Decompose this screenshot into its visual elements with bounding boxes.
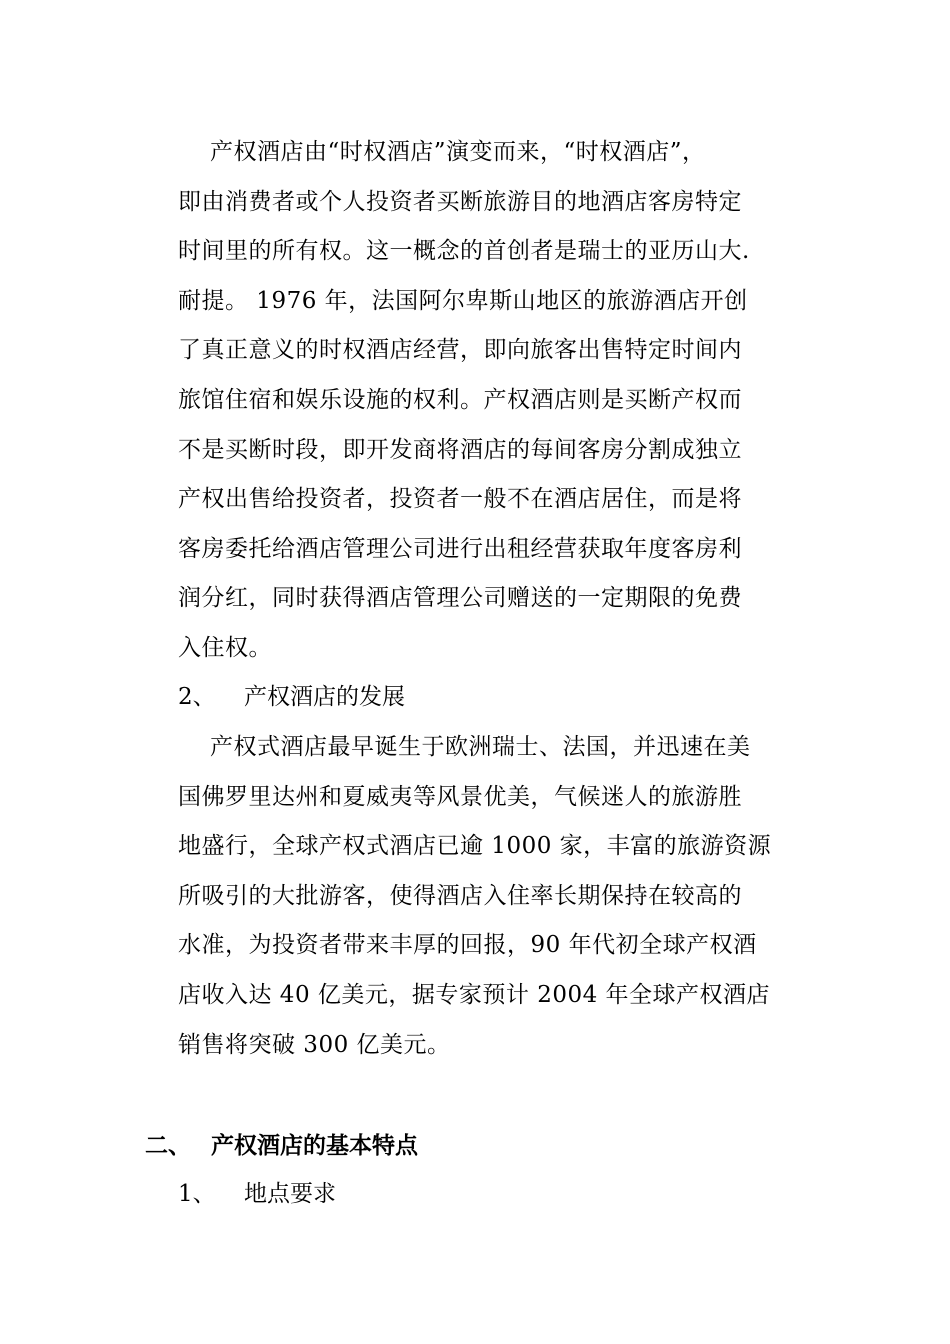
text-line: 产权式酒店最早诞生于欧洲瑞士、法国，并迅速在美 [210,734,751,760]
text-line: 了真正意义的时权酒店经营，即向旅客出售特定时间内 [178,337,742,364]
text-line: 润分红，同时获得酒店管理公司赠送的一定期限的免费 [178,585,742,612]
text-line: 地盛行，全球产权式酒店已逾 1000 家，丰富的旅游资源 [178,833,772,860]
text-line: 所吸引的大批游客，使得酒店入住率长期保持在较高的 [178,882,742,909]
text-line: 客房委托给酒店管理公司进行出租经营获取年度客房利 [178,535,742,562]
subsection-title: 地点要求 [244,1181,336,1207]
text-line: 产权酒店由“时权酒店”演变而来，“时权酒店”， [210,139,706,165]
chapter-title: 产权酒店的基本特点 [211,1132,418,1159]
text-line: 耐提。 1976 年，法国阿尔卑斯山地区的旅游酒店开创 [178,287,748,314]
section-number: 2、 [178,684,216,710]
text-line: 入住权。 [178,634,272,661]
text-line: 不是买断时段，即开发商将酒店的每间客房分割成独立 [178,436,742,463]
text-line: 即由消费者或个人投资者买断旅游目的地酒店客房特定 [178,188,742,215]
section-heading-development [178,673,405,723]
text-line: 产权出售给投资者，投资者一般不在酒店居住，而是将 [178,486,742,513]
chapter-heading-basic-features [145,1121,418,1171]
paragraph-development [178,723,805,1070]
text-line: 店收入达 40 亿美元，据专家预计 2004 年全球产权酒店 [178,981,771,1008]
paragraph-timeshare-origin [178,128,805,674]
chapter-number: 二、 [145,1132,191,1159]
text-line: 水准，为投资者带来丰厚的回报，90 年代初全球产权酒 [178,932,757,959]
text-line: 旅馆住宿和娱乐设施的权利。产权酒店则是买断产权而 [178,386,742,413]
subsection-heading-location [178,1170,336,1220]
text-line: 时间里的所有权。这一概念的首创者是瑞士的亚历山大. [178,238,750,265]
subsection-number: 1、 [178,1181,216,1207]
text-line: 销售将突破 300 亿美元。 [178,1031,451,1058]
text-line: 国佛罗里达州和夏威夷等风景优美，气候迷人的旅游胜 [178,783,742,810]
section-title: 产权酒店的发展 [244,684,405,710]
